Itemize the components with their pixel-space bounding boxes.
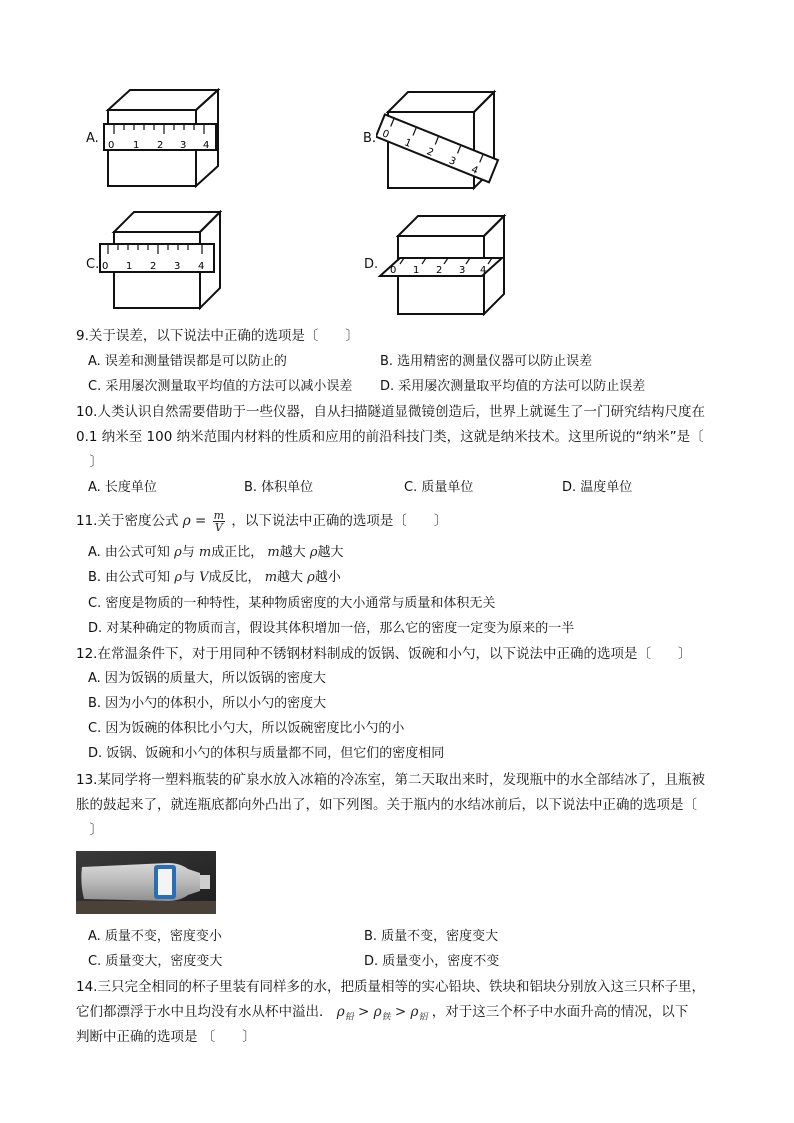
figure-label-c: C. xyxy=(86,257,100,272)
ruler-d-tick-3: 3 xyxy=(459,265,466,276)
rho-sub-aluminum: 铝 xyxy=(418,1012,428,1023)
density-inequality xyxy=(336,1004,432,1023)
q11-stem-suffix: ，以下说法中正确的选项是〔 〕 xyxy=(231,513,448,529)
formula-fraction xyxy=(213,510,225,533)
q11-b-symbol-3: m xyxy=(264,570,278,585)
q13-stem-line3: 〕 xyxy=(76,822,103,838)
ruler-figure-d xyxy=(376,214,508,316)
q14-line2-suffix: ，对于这三个杯子中水面升高的情况，以下 xyxy=(431,1004,689,1020)
ruler-d-tick-1: 1 xyxy=(413,265,420,276)
ruler-a-tick-3: 3 xyxy=(180,140,187,151)
q12-option-c[interactable]: C. 因为饭碗的体积比小勺大，所以饭碗密度比小勺的小 xyxy=(88,721,405,736)
q11-a-symbol-4: ρ xyxy=(309,545,318,560)
q14-stem-line1: 14.三只完全相同的杯子里装有同样多的水，把质量相等的实心铅块、铁块和铝块分别放入这三只杯子里， xyxy=(76,979,705,995)
ruler-figure-b xyxy=(376,88,501,192)
ruler-a-tick-2: 2 xyxy=(157,140,164,151)
q11-a-text-2: 与 xyxy=(181,545,195,560)
q11-b-text-1: B. 由公式可知 xyxy=(88,570,171,585)
q11-a-symbol-2: m xyxy=(198,545,212,560)
q11-a-text-4: 越大 xyxy=(279,545,306,560)
density-formula xyxy=(182,509,232,534)
q12-option-b[interactable]: B. 因为小勺的体积小，所以小勺的密度大 xyxy=(88,696,327,711)
ruler-a-tick-1: 1 xyxy=(133,140,140,151)
q11-a-symbol-3: m xyxy=(267,545,280,560)
q9-option-c[interactable]: C. 采用屡次测量取平均值的方法可以减小误差 xyxy=(88,379,353,394)
q11-a-symbol-1: ρ xyxy=(174,545,182,560)
rho-sub-iron: 铁 xyxy=(381,1012,391,1023)
q9-option-a[interactable]: A. 误差和测量错误都是可以防止的 xyxy=(88,354,287,369)
q11-b-text-4: 越大 xyxy=(277,570,304,585)
q9-option-b[interactable]: B. 选用精密的测量仪器可以防止误差 xyxy=(380,354,593,369)
ruler-c-tick-2: 2 xyxy=(150,261,157,272)
figure-label-a: A. xyxy=(86,131,99,146)
figure-label-d: D. xyxy=(364,257,379,272)
figure-label-b: B. xyxy=(363,131,377,146)
rho-iron: ρ xyxy=(373,1004,382,1020)
ruler-b-tick-2: 2 xyxy=(425,146,436,159)
ruler-a-tick-0: 0 xyxy=(108,140,115,151)
ruler-c-tick-3: 3 xyxy=(174,261,181,272)
formula-numerator: m xyxy=(213,509,225,522)
q13-stem-line1: 13.某同学将一塑料瓶装的矿泉水放入冰箱的冷冻室，第二天取出来时，发现瓶中的水全部结冰了，且瓶被 xyxy=(76,772,705,788)
ruler-a-tick-4: 4 xyxy=(203,140,210,151)
q13-stem-line2: 胀的鼓起来了，就连瓶底都向外凸出了，如下列图。关于瓶内的水结冰前后，以下说法中正确的选项是〔 xyxy=(76,797,697,813)
ruler-d-tick-0: 0 xyxy=(390,265,397,276)
q10-stem-line3: 〕 xyxy=(76,454,103,470)
q9-stem: 9.关于误差，以下说法中正确的选项是〔 〕 xyxy=(76,328,359,344)
ruler-figure-c xyxy=(98,210,224,312)
q11-option-c[interactable]: C. 密度是物质的一种特性，某种物质密度的大小通常与质量和体积无关 xyxy=(88,596,496,611)
q11-option-b[interactable] xyxy=(88,568,341,588)
q13-option-d[interactable]: D. 质量变小，密度不变 xyxy=(364,954,500,969)
ruler-c-tick-1: 1 xyxy=(126,261,133,272)
q12-option-a[interactable]: A. 因为饭锅的质量大，所以饭锅的密度大 xyxy=(88,671,326,686)
q10-option-c[interactable]: C. 质量单位 xyxy=(404,480,474,495)
ruler-d-tick-2: 2 xyxy=(436,265,443,276)
ruler-figure-a xyxy=(100,88,225,188)
ruler-d-tick-4: 4 xyxy=(480,265,487,276)
q10-option-a[interactable]: A. 长度单位 xyxy=(88,480,157,495)
q13-option-c[interactable]: C. 质量变大，密度变大 xyxy=(88,954,223,969)
ruler-b-tick-1: 1 xyxy=(402,137,413,150)
q12-option-d[interactable]: D. 饭锅、饭碗和小勺的体积与质量都不同，但它们的密度相同 xyxy=(88,746,445,761)
q9-option-d[interactable]: D. 采用屡次测量取平均值的方法可以防止误差 xyxy=(380,379,646,394)
q14-stem-line3: 判断中正确的选项是 〔 〕 xyxy=(76,1029,256,1045)
gt-sign-1: > xyxy=(358,1004,370,1020)
q12-stem: 12.在常温条件下，对于用同种不锈钢材料制成的饭锅、饭碗和小勺，以下说法中正确的选项是〔 〕 xyxy=(76,646,692,662)
q10-option-b[interactable]: B. 体积单位 xyxy=(244,480,314,495)
q11-b-text-3: 成反比， xyxy=(208,570,261,585)
q11-a-text-5: 越大 xyxy=(317,545,344,560)
ruler-b-tick-4: 4 xyxy=(469,164,480,177)
q11-option-d[interactable]: D. 对某种确定的物质而言，假设其体积增加一倍，那么它的密度一定变为原来的一半 xyxy=(88,621,575,636)
q11-stem-prefix: 11.关于密度公式 xyxy=(76,513,179,529)
q11-b-symbol-4: ρ xyxy=(307,570,315,585)
ruler-b-tick-3: 3 xyxy=(447,155,458,168)
frozen-bottle-photo xyxy=(76,851,216,914)
ruler-c-tick-0: 0 xyxy=(102,261,109,272)
formula-denominator: V xyxy=(214,521,223,534)
ruler-c-tick-4: 4 xyxy=(198,261,205,272)
q14-stem-line2 xyxy=(76,1002,688,1028)
gt-sign-2: > xyxy=(394,1004,407,1020)
q14-line2-prefix: 它们都漂浮于水中且均没有水从杯中溢出． xyxy=(76,1004,333,1020)
q11-b-symbol-1: ρ xyxy=(174,570,182,585)
q11-stem xyxy=(76,508,447,534)
q11-a-text-1: A. 由公式可知 xyxy=(88,545,170,560)
q11-b-text-5: 越小 xyxy=(314,570,341,585)
q10-stem-line1: 10.人类认识自然需要借助于一些仪器，自从扫描隧道显微镜创造后，世界上就诞生了一门研究结构尺度在 xyxy=(76,404,705,420)
q11-option-a[interactable] xyxy=(88,543,344,563)
q11-b-text-2: 与 xyxy=(181,570,195,585)
rho-sub-lead: 铅 xyxy=(344,1012,354,1023)
formula-lhs: ρ = xyxy=(182,513,207,529)
q13-option-a[interactable]: A. 质量不变，密度变小 xyxy=(88,929,222,944)
q11-b-symbol-2: V xyxy=(199,570,209,585)
rho-aluminum: ρ xyxy=(410,1004,419,1020)
rho-lead: ρ xyxy=(336,1004,345,1020)
ruler-b-tick-0: 0 xyxy=(380,128,391,141)
q11-a-text-3: 成正比， xyxy=(211,545,264,560)
q10-stem-line2: 0.1 纳米至 100 纳米范围内材料的性质和应用的前沿科技门类，这就是纳米技术。这里所说的“纳米”是〔 xyxy=(76,429,704,445)
q13-option-b[interactable]: B. 质量不变，密度变大 xyxy=(364,929,499,944)
q10-option-d[interactable]: D. 温度单位 xyxy=(562,480,633,495)
